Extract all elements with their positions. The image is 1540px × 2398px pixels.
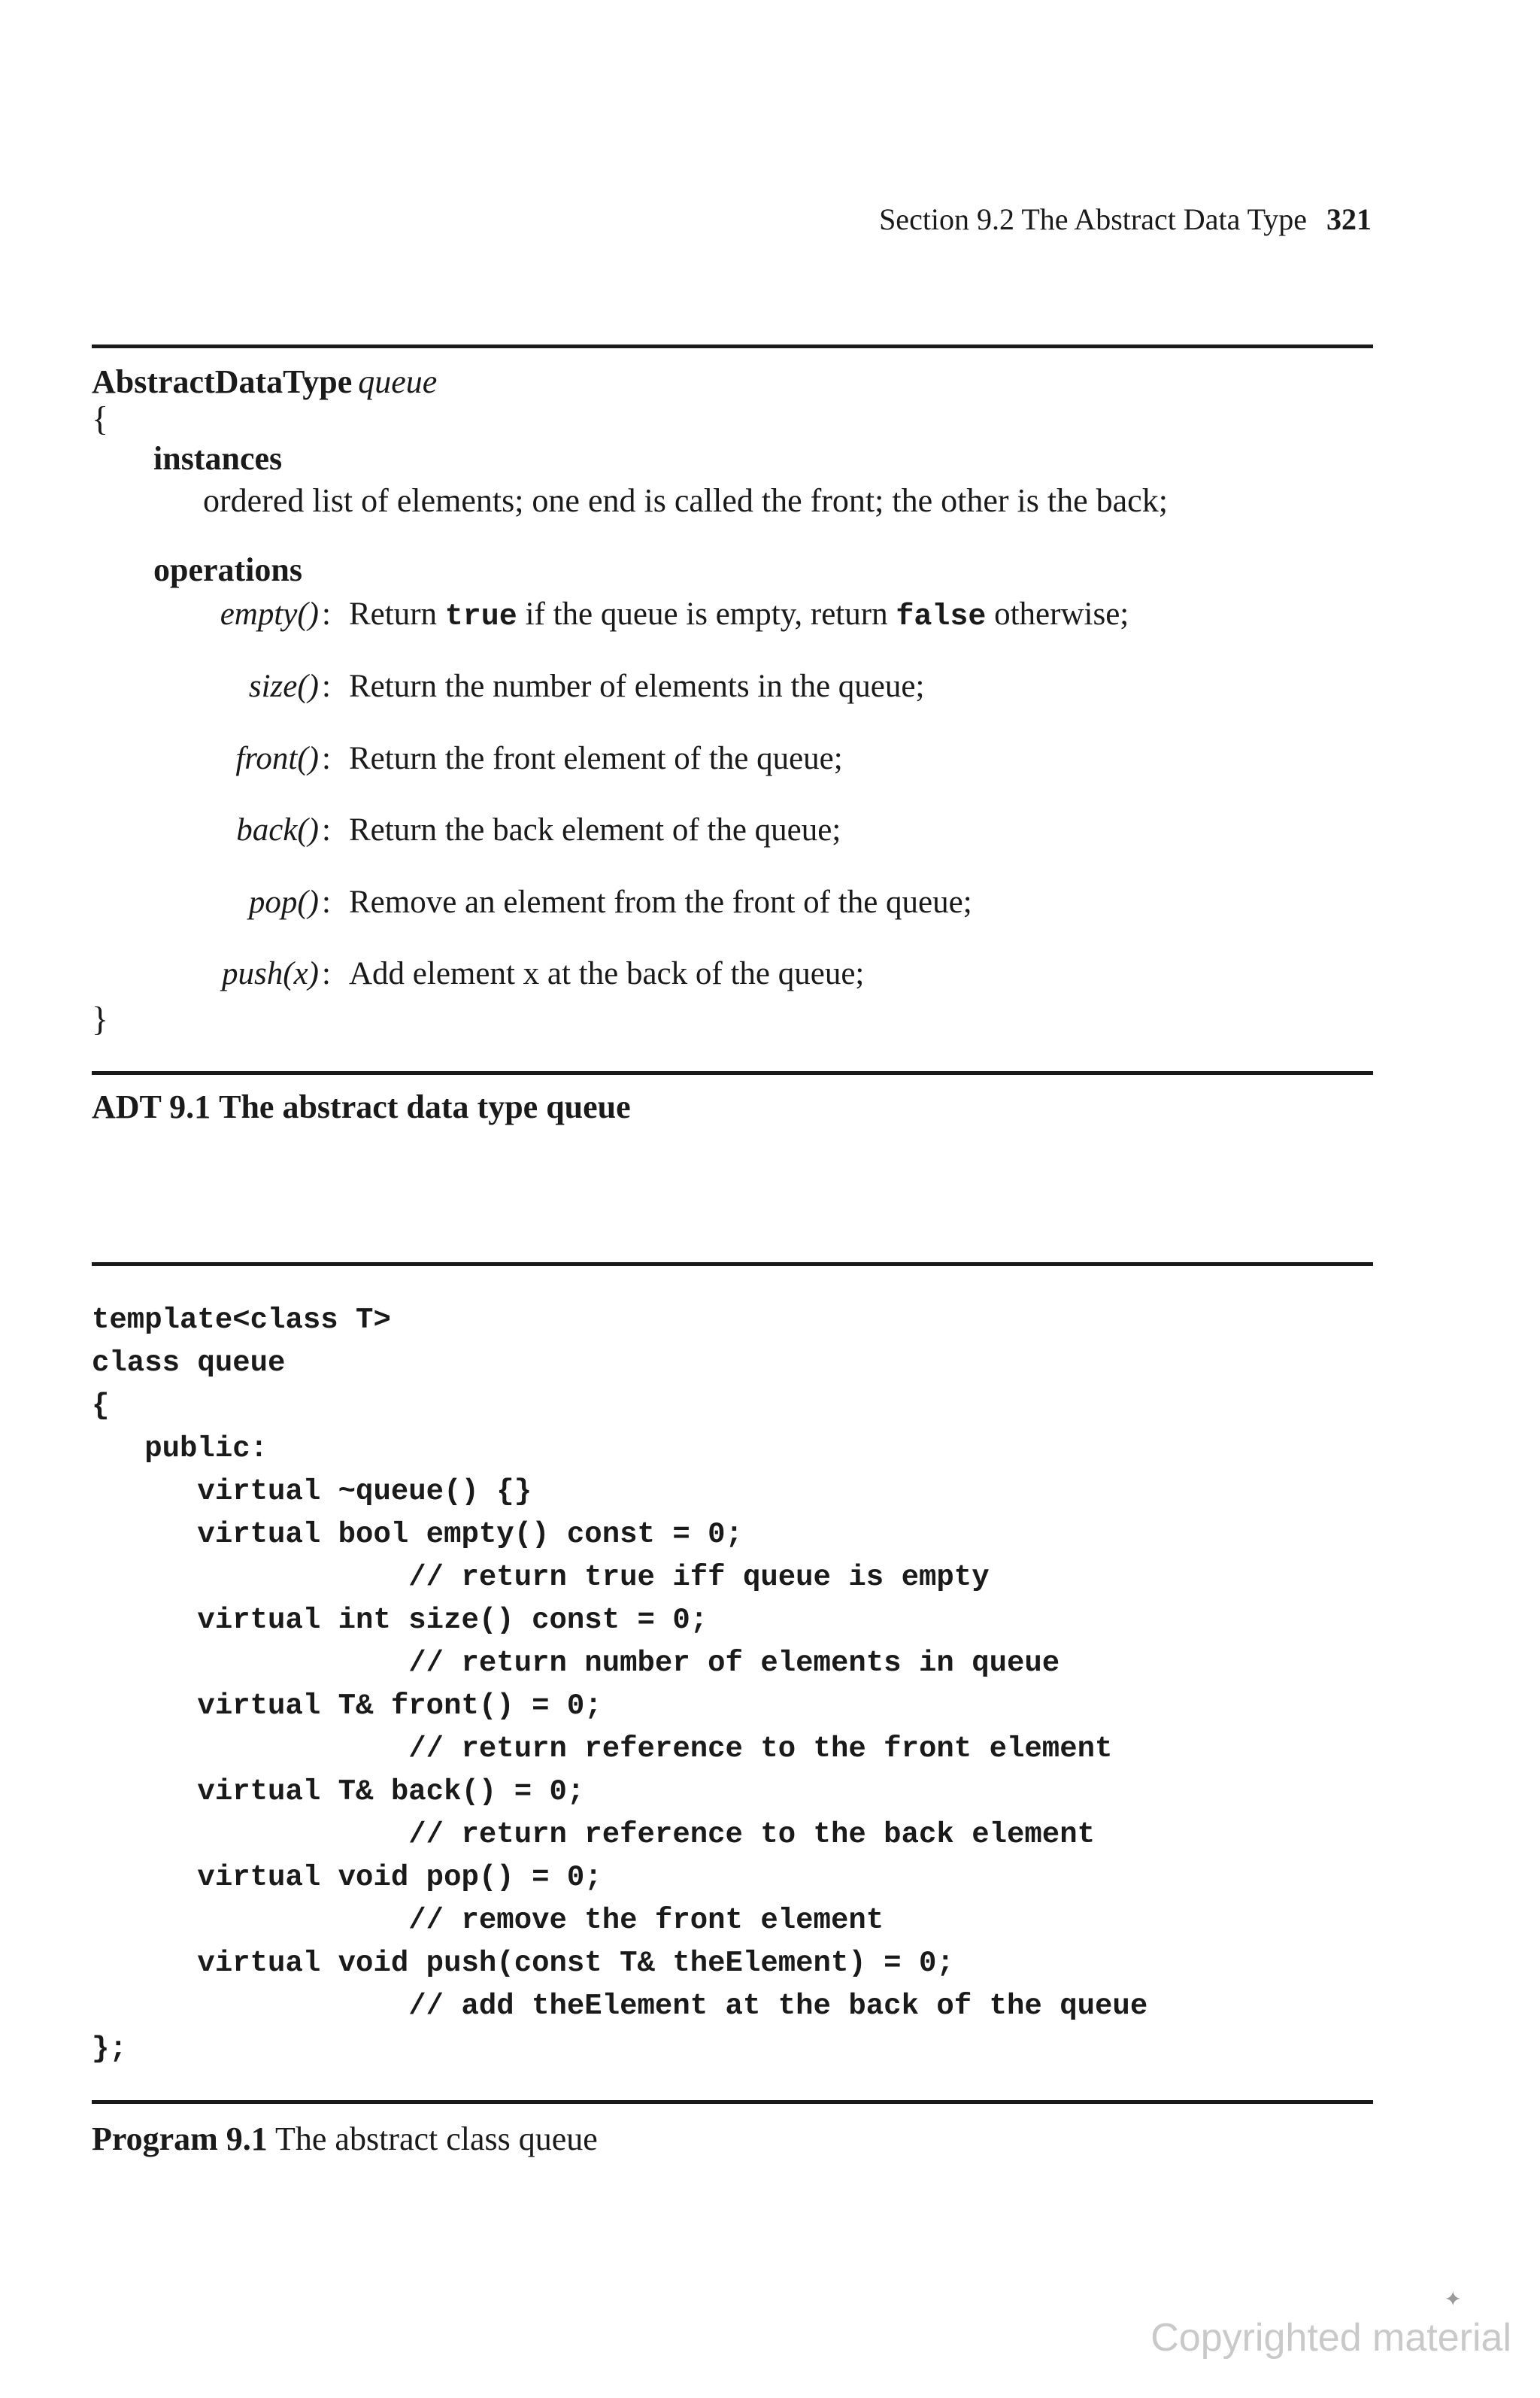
- code-line: {: [92, 1389, 110, 1422]
- program-bottom-rule: [92, 2100, 1373, 2104]
- operation-name: pop(): [248, 885, 319, 920]
- adt-caption-label: ADT 9.1: [92, 1088, 211, 1125]
- code-line: virtual void pop() = 0;: [92, 1861, 602, 1894]
- page-number: 321: [1326, 202, 1372, 236]
- operation-colon: :: [322, 741, 331, 776]
- adt-top-rule: [92, 345, 1373, 348]
- operation-colon: :: [322, 812, 331, 848]
- code-line: // return reference to the front element: [92, 1732, 1113, 1765]
- program-caption-text: The abstract class queue: [275, 2120, 598, 2157]
- operation-row: [0, 955, 1540, 1000]
- operation-row: [0, 596, 1540, 641]
- instances-text: ordered list of elements; one end is called the front; the other is the back;: [203, 482, 1168, 519]
- code-false: false: [896, 600, 987, 634]
- watermark-icon: ✦: [1444, 2288, 1462, 2311]
- code-line: // remove the front element: [92, 1904, 884, 1937]
- operation-name: front(): [235, 741, 319, 776]
- operation-row: [0, 884, 1540, 929]
- section-title: Section 9.2 The Abstract Data Type: [879, 202, 1307, 236]
- code-line: virtual ~queue() {}: [92, 1475, 532, 1508]
- running-head: [879, 202, 1372, 237]
- code-line: virtual void push(const T& theElement) = 0;: [92, 1947, 954, 1980]
- operation-colon: :: [322, 885, 331, 920]
- program-top-rule: [92, 1262, 1373, 1266]
- operation-colon: :: [322, 596, 331, 632]
- program-caption-label: Program 9.1: [92, 2120, 268, 2157]
- code-true: true: [444, 600, 517, 634]
- code-line: public:: [92, 1432, 268, 1465]
- code-line: // return true iff queue is empty: [92, 1561, 990, 1594]
- operation-description: Add element x at the back of the queue;: [349, 956, 865, 991]
- operation-name: empty(): [220, 596, 319, 632]
- operation-description: Remove an element from the front of the queue;: [349, 885, 972, 920]
- code-line: template<class T>: [92, 1304, 391, 1337]
- code-line: virtual T& front() = 0;: [92, 1689, 602, 1723]
- operation-colon: :: [322, 956, 331, 991]
- operation-row: [0, 668, 1540, 713]
- adt-name: queue: [358, 363, 438, 400]
- copyright-watermark: Copyrighted material: [1150, 2316, 1511, 2360]
- adt-close-brace: }: [92, 1000, 109, 1038]
- adt-caption: [92, 1088, 631, 1126]
- operation-name: size(): [248, 669, 319, 704]
- code-line: class queue: [92, 1346, 286, 1380]
- code-line: // return reference to the back element: [92, 1818, 1096, 1851]
- adt-keyword: AbstractDataType: [92, 363, 353, 400]
- operation-description: Return the back element of the queue;: [349, 812, 841, 848]
- program-caption: [92, 2120, 598, 2158]
- code-line: };: [92, 2032, 127, 2066]
- adt-heading: [92, 363, 437, 401]
- adt-caption-text: The abstract data type queue: [219, 1088, 631, 1125]
- operation-description: Return true if the queue is empty, return false otherwise;: [349, 596, 1129, 634]
- code-line: virtual bool empty() const = 0;: [92, 1518, 743, 1551]
- adt-open-brace: {: [92, 399, 109, 438]
- operation-name: push(x): [222, 956, 319, 991]
- instances-label: instances: [153, 440, 283, 477]
- operation-row: [0, 812, 1540, 857]
- operation-row: [0, 740, 1540, 785]
- operation-description: Return the front element of the queue;: [349, 741, 843, 776]
- operation-name: back(): [236, 812, 319, 848]
- operations-label: operations: [153, 551, 302, 588]
- code-line: // add theElement at the back of the queue: [92, 1990, 1148, 2023]
- adt-bottom-rule: [92, 1071, 1373, 1075]
- code-line: virtual int size() const = 0;: [92, 1604, 708, 1637]
- code-line: virtual T& back() = 0;: [92, 1775, 585, 1808]
- operation-description: Return the number of elements in the queue;: [349, 669, 925, 704]
- code-line: // return number of elements in queue: [92, 1647, 1060, 1680]
- operation-colon: :: [322, 669, 331, 704]
